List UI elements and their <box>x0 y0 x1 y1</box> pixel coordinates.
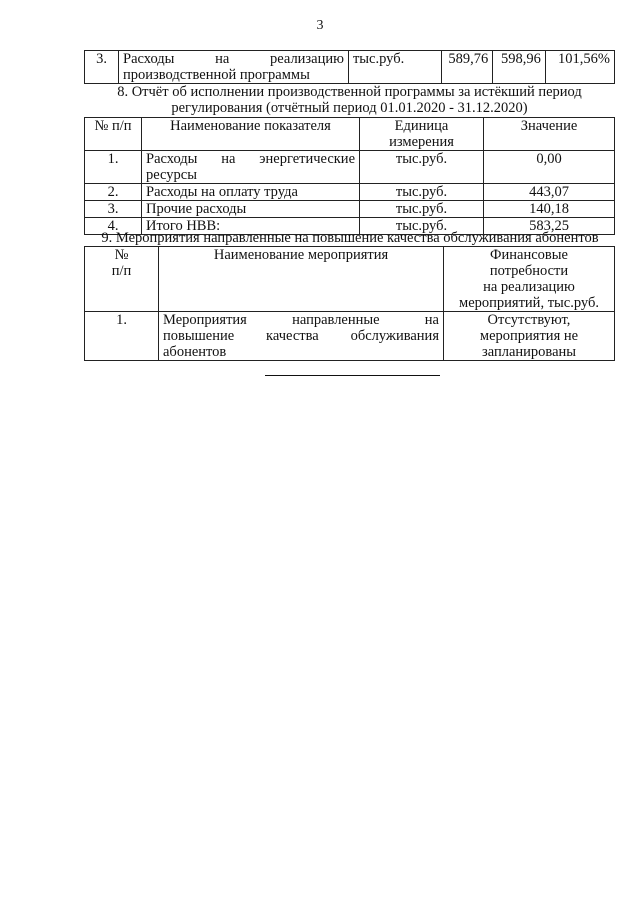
row-name-line2: ресурсы <box>146 167 197 183</box>
row-name <box>119 51 349 84</box>
section9-title: 9. Мероприятия направленные на повышение качества обслуживания абонентов <box>101 230 599 246</box>
row-number: 2. <box>85 184 142 201</box>
row-value: 443,07 <box>484 184 615 201</box>
section8-title-line2: регулирования (отчётный период 01.01.2020 - 31.12.2020) <box>171 100 528 116</box>
section8-title <box>84 84 615 116</box>
section8-title-line1: 8. Отчёт об исполнении производственной программы за истёкший период <box>117 84 582 100</box>
table-row <box>85 51 615 84</box>
table-header-row <box>85 247 615 312</box>
row-value: 583,25 <box>484 218 615 235</box>
header-financial: Финансовые потребности на реализацию мероприятий, тыс.руб. <box>444 247 615 312</box>
table-row <box>85 201 615 218</box>
header-unit: Единица измерения <box>360 118 484 151</box>
row-unit: тыс.руб. <box>348 51 441 84</box>
header-name: Наименование показателя <box>142 118 360 151</box>
section9-table <box>84 246 615 361</box>
table-row <box>85 312 615 361</box>
table-row <box>85 151 615 184</box>
row-unit: тыс.руб. <box>360 151 484 184</box>
row-number: 1. <box>85 151 142 184</box>
row-percent: 101,56% <box>545 51 614 84</box>
header-num: № п/п <box>85 118 142 151</box>
row-name-line1: Расходы на энергетические <box>146 151 355 167</box>
row-number: 4. <box>85 218 142 235</box>
end-divider <box>265 375 440 376</box>
row-value: 140,18 <box>484 201 615 218</box>
table-top <box>84 50 615 84</box>
row-name: Расходы на оплату труда <box>142 184 360 201</box>
row-name: Мероприятия направленные на повышение качества обслуживания абонентов <box>159 312 444 361</box>
table-row <box>85 184 615 201</box>
row-name <box>142 151 360 184</box>
header-num: № п/п <box>85 247 159 312</box>
section8-table <box>84 117 615 235</box>
row-value-fact: 598,96 <box>493 51 546 84</box>
header-name: Наименование мероприятия <box>159 247 444 312</box>
row-number: 1. <box>85 312 159 361</box>
table-header-row <box>85 118 615 151</box>
row-name-line2: производственной программы <box>123 67 310 83</box>
row-name: Прочие расходы <box>142 201 360 218</box>
row-name: Итого НВВ: <box>142 218 360 235</box>
row-value-plan: 589,76 <box>441 51 493 84</box>
row-number: 3. <box>85 51 119 84</box>
page-number: 3 <box>316 18 324 33</box>
row-unit: тыс.руб. <box>360 218 484 235</box>
header-value: Значение <box>484 118 615 151</box>
row-unit: тыс.руб. <box>360 201 484 218</box>
row-value: 0,00 <box>484 151 615 184</box>
row-unit: тыс.руб. <box>360 184 484 201</box>
row-name-line1: Расходы на реализацию <box>123 51 344 67</box>
row-financial: Отсутствуют, мероприятия не запланированы <box>444 312 615 361</box>
row-number: 3. <box>85 201 142 218</box>
